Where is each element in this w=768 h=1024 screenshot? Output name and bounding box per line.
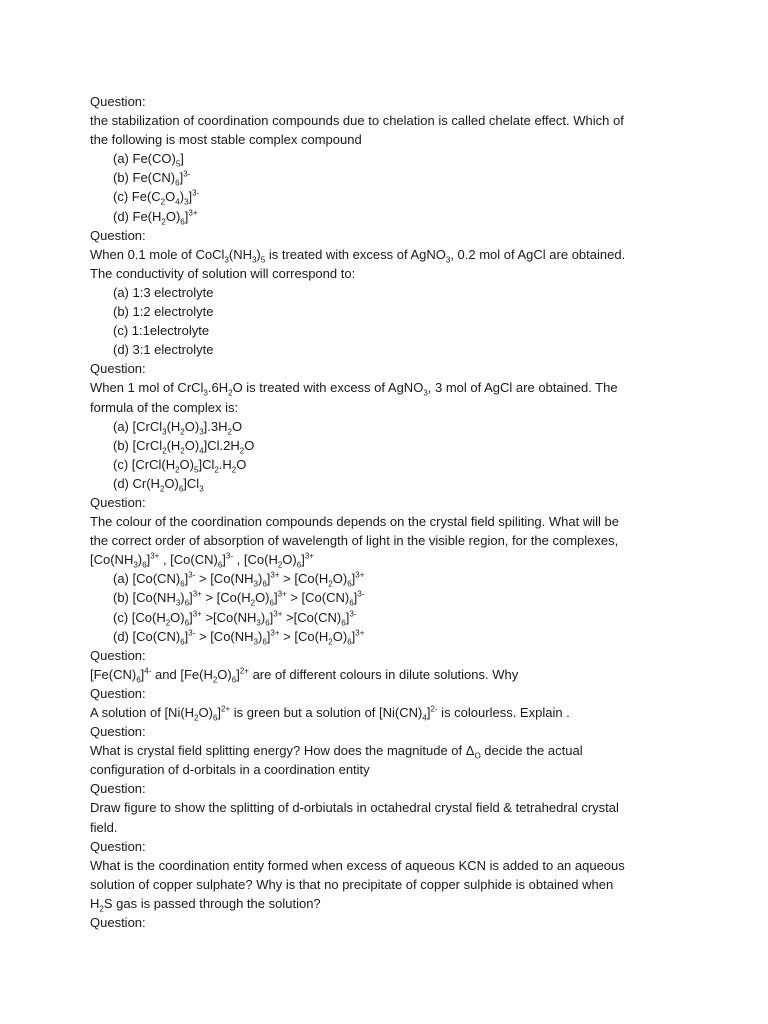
question-label: Question: xyxy=(90,494,146,510)
question-text-line: The conductivity of solution will correspond to: xyxy=(90,265,356,281)
question-label: Question: xyxy=(90,361,146,377)
question-block xyxy=(90,226,680,360)
question-block xyxy=(90,493,680,646)
question-text-line: When 0.1 mole of $CoCl_3(NH_3)_5$ is treated with excess of AgNO$_3$, 0.2 mol of AgCl are obtained. xyxy=(90,246,626,265)
question-label: Question: xyxy=(90,781,146,797)
answer-option: (c) $[CrCl(H_2O)_5]Cl_2.H_2O$ xyxy=(113,456,247,475)
question-text-line: A solution of $[Ni(H_2O)_6]^{2+}$ is green but a solution of $[Ni(CN)_4]^{2-}$ is colourless. Explain . xyxy=(90,704,570,723)
answer-option: (a) $[Co(CN)_6]^{3-} > [Co(NH_3)_6]^{3+} > [Co(H_2O)_6]^{3+}$ xyxy=(113,571,365,589)
answer-option: (a) 1:3 electrolyte xyxy=(113,284,214,300)
question-block xyxy=(90,359,680,493)
answer-option: (d) 3:1 electrolyte xyxy=(113,342,214,358)
question-text-line: $[Fe(CN)_6]^{4-}$ and $[Fe(H_2O)_6]^{2+}$ are of different colours in dilute solutions. Why xyxy=(90,666,519,685)
answer-option: (b) $[CrCl_2(H_2O)_4]Cl.2H_2O$ xyxy=(113,437,255,456)
question-block xyxy=(90,92,680,226)
question-block xyxy=(90,646,680,684)
question-block xyxy=(90,722,680,779)
question-text-line: formula of the complex is: xyxy=(90,399,239,415)
answer-option: (d) $Fe(H_2O)_6]^{3+}$ xyxy=(113,208,198,227)
question-text-line: solution of copper sulphate? Why is that no precipitate of copper sulphide is obtained when xyxy=(90,876,614,892)
question-text-line: the correct order of absorption of wavelength of light in the visible region, for the complexes, xyxy=(90,533,619,549)
question-block xyxy=(90,779,680,836)
document-body xyxy=(90,92,680,932)
question-text-line: What is crystal field splitting energy? How does the magnitude of $\Delta_O$ decide the actual xyxy=(90,743,583,761)
question-text-line: field. xyxy=(90,819,118,835)
answer-option: (b) $Fe(CN)_6]^{3-}$ xyxy=(113,170,191,188)
question-label: Question: xyxy=(90,724,146,740)
question-label: Question: xyxy=(90,94,146,109)
question-label: Question: xyxy=(90,647,146,663)
question-label: Question: xyxy=(90,915,146,931)
answer-option: (d) $Cr(H_2O)_6]Cl_3$ xyxy=(113,475,204,494)
answer-option: (d) $[Co(CN)_6]^{3-} > [Co(NH_3)_6]^{3+} > [Co(H_2O)_6]^{3+}$ xyxy=(113,628,365,647)
question-label: Question: xyxy=(90,227,146,243)
answer-option: (a) $[CrCl_3(H_2O)_3].3H_2O$ xyxy=(113,418,243,437)
answer-option: (b) $[Co(NH_3)_6]^{3+} > [Co(H_2O)_6]^{3+} > [Co(CN)_6]^{3-}$ xyxy=(113,590,365,609)
answer-option: (b) 1:2 electrolyte xyxy=(113,304,214,320)
question-text-line: configuration of d-orbitals in a coordination entity xyxy=(90,762,370,778)
question-text-line: the stabilization of coordination compounds due to chelation is called chelate effect. Which of xyxy=(90,113,624,129)
question-text-line: The colour of the coordination compounds depends on the crystal field spiliting. What will be xyxy=(90,514,619,530)
answer-option: (c) $[Co(H_2O)_6]^{3+} >[Co(NH_3)_6]^{3+} >[Co(CN)_6]^{3-}$ xyxy=(113,609,357,628)
answer-option: (c) $Fe(C_2O_4)_3]^{3-}$ xyxy=(113,189,200,208)
question-block xyxy=(90,837,680,913)
question-text-line: $H_2S$ gas is passed through the solution? xyxy=(90,895,321,914)
question-text-line: the following is most stable complex compound xyxy=(90,132,362,148)
question-block xyxy=(90,913,680,932)
question-label: Question: xyxy=(90,838,146,854)
question-text-line: What is the coordination entity formed when excess of aqueous KCN is added to an aqueous xyxy=(90,857,625,873)
question-block xyxy=(90,684,680,722)
answer-option: (c) 1:1electrolyte xyxy=(113,323,210,339)
question-text-line: Draw figure to show the splitting of d-orbiutals in octahedral crystal field & tetrahedral crystal xyxy=(90,800,619,816)
question-text-line: $[Co(NH_3)_6]^{3+}$ , $[Co(CN)_6]^{3-}$ , $[Co(H_2O)_6]^{3+}$ xyxy=(90,551,314,570)
question-text-line: When 1 mol of $CrCl_3.6H_2O$ is treated with excess of AgNO$_3$, 3 mol of AgCl are obtained. The xyxy=(90,380,618,398)
question-label: Question: xyxy=(90,685,146,701)
answer-option: (a) $Fe(CO)_5$] xyxy=(113,151,184,169)
